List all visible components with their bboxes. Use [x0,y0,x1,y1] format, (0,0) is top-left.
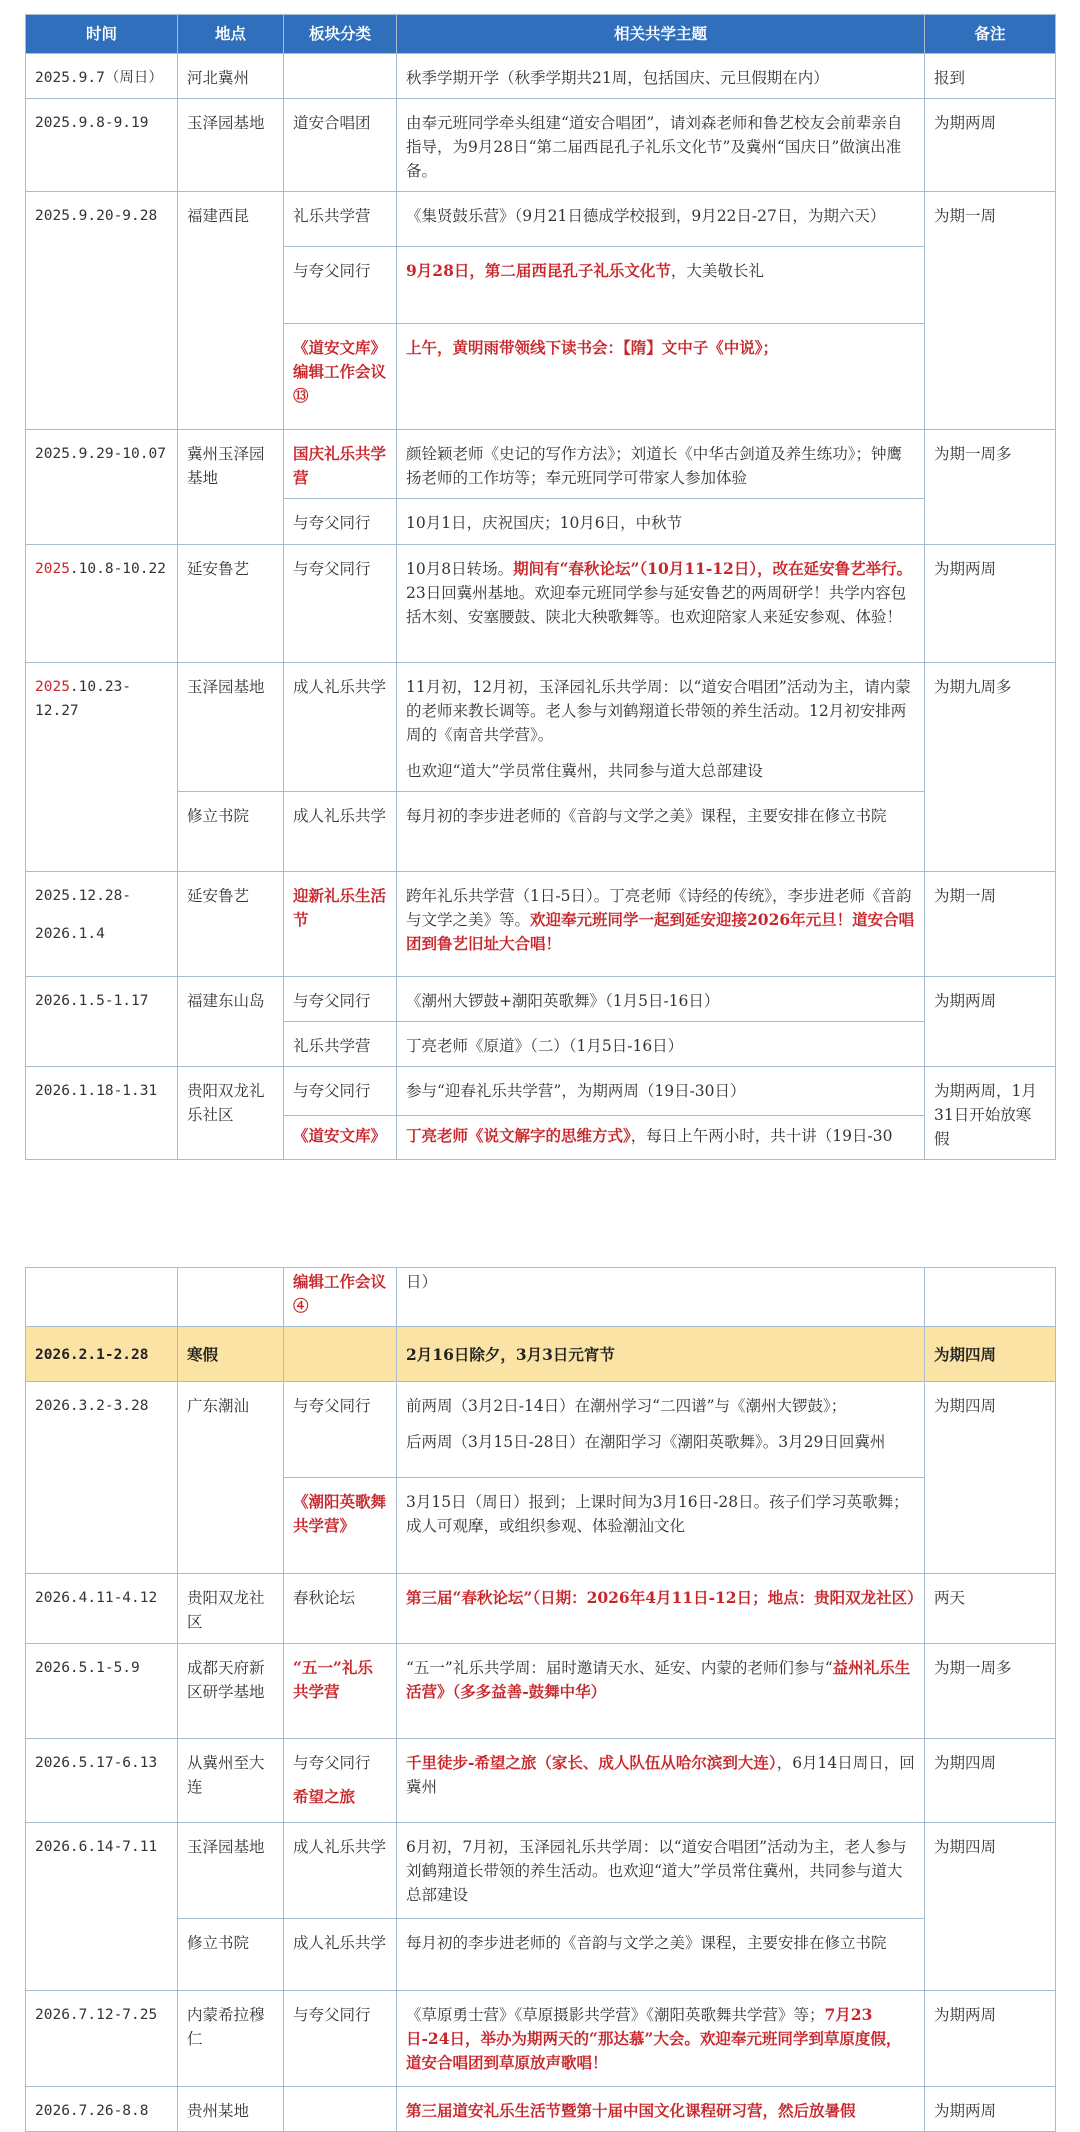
cell-note: 为期四周 [925,1327,1056,1382]
table-row [26,1991,1056,2087]
cell-time: 2026.7.26-8.8 [26,2087,178,2132]
cell-topic [397,1739,925,1823]
cell-category: 与夸父同行 [284,977,397,1022]
cell-place: 玉泽园基地 [178,663,284,792]
cell-time [26,545,178,663]
cell-category: 与夸父同行 [284,1382,397,1478]
cell-topic: 每月初的李步进老师的《音韵与文学之美》课程，主要安排在修立书院 [397,792,925,872]
cell-place: 修立书院 [178,792,284,872]
topic-red: 欢迎奉元班同学一起到延安迎接2026年元旦！道安合唱团到鲁艺旧址大合唱！ [406,910,915,953]
page-break [0,1251,1080,1267]
table-row [26,1823,1056,1919]
cell-place: 福建西昆 [178,192,284,430]
category-line: 与夸父同行 [293,1754,371,1772]
cell-place: 河北冀州 [178,54,284,99]
cell-place [178,1268,284,1327]
cell-topic [397,1644,925,1739]
cell-category: 编辑工作会议④ [284,1268,397,1327]
cell-topic [397,247,925,324]
table-row [26,2087,1056,2132]
cell-topic: 3月15日（周日）报到；上课时间为3月16日-28日。孩子们学习英歌舞；成人可观摩，或组织参观、体验潮汕文化 [397,1478,925,1574]
cell-place: 延安鲁艺 [178,545,284,663]
cell-time: 2026.1.5-1.17 [26,977,178,1067]
time-year: 2025 [35,679,70,695]
cell-topic [397,663,925,792]
cell-topic: 第三届道安礼乐生活节暨第十届中国文化课程研习营，然后放暑假 [397,2087,925,2132]
cell-topic [397,1991,925,2087]
cell-category: 与夸父同行 [284,545,397,663]
cell-note: 为期四周 [925,1739,1056,1823]
table-row [26,99,1056,192]
cell-topic: 上午，黄明雨带领线下读书会：【隋】文中子《中说》； [397,324,925,430]
cell-topic: 2月16日除夕，3月3日元宵节 [397,1327,925,1382]
cell-category: 成人礼乐共学 [284,1823,397,1919]
topic-paragraph: 后两周（3月15日-28日）在潮阳学习《潮阳英歌舞》。3月29日回冀州 [406,1433,886,1451]
cell-time: 2025.9.29-10.07 [26,430,178,545]
topic-rest: ，大美敬长礼 [670,262,764,280]
cell-topic: 每月初的李步进老师的《音韵与文学之美》课程，主要安排在修立书院 [397,1919,925,1991]
cell-note: 为期两周 [925,545,1056,663]
topic-part: 跨年礼乐共学营（1日-5日）。丁亮老师《诗经的传统》，李步进老师《音韵与文学之美》等。 [406,887,912,929]
table-row [26,1739,1056,1823]
table-row [26,192,1056,247]
cell-category [284,54,397,99]
cell-place: 修立书院 [178,1919,284,1991]
cell-topic [397,545,925,663]
cell-category: 礼乐共学营 [284,192,397,247]
cell-time: 2025.9.8-9.19 [26,99,178,192]
table-row [26,54,1056,99]
table-row [26,1574,1056,1644]
cell-note: 报到 [925,54,1056,99]
table-row [26,1919,1056,1991]
cell-topic: 颜铨颖老师《史记的写作方法》；刘道长《中华古剑道及养生练功》；钟鹰扬老师的工作坊等；奉元班同学可带家人参加体验 [397,430,925,499]
cell-note: 为期两周 [925,977,1056,1067]
schedule-table-part1 [25,14,1056,1160]
col-header-topic: 相关共学主题 [397,15,925,54]
cell-category: 国庆礼乐共学营 [284,430,397,499]
cell-note: 为期一周多 [925,430,1056,545]
topic-part: 《草原勇士营》《草原摄影共学营》《潮阳英歌舞共学营》等； [406,2006,825,2024]
table-row [26,545,1056,663]
cell-time: 2026.4.11-4.12 [26,1574,178,1644]
topic-paragraph: 11月初，12月初，玉泽园礼乐共学周：以“道安合唱团”活动为主，请内蒙的老师来教长调等。老人参与刘鹤翔道长带领的养生活动。12月初安排两周的《南音共学营》。 [406,678,911,744]
cell-note: 为期一周 [925,192,1056,430]
topic-red: 千里徒步-希望之旅（家长、成人队伍从哈尔滨到大连） [406,1753,777,1772]
cell-time: 2026.3.2-3.28 [26,1382,178,1574]
topic-part: 23日回冀州基地。欢迎奉元班同学参与延安鲁艺的两周研学！共学内容包括木刻、安塞腰鼓、陕北大秧歌舞等。也欢迎陪家人来延安参观、体验！ [406,584,907,626]
cell-topic [397,1115,925,1159]
cell-time: 2025.9.20-9.28 [26,192,178,430]
cell-topic: 《潮州大锣鼓+潮阳英歌舞》（1月5日-16日） [397,977,925,1022]
cell-time [26,872,178,977]
cell-category: 礼乐共学营 [284,1022,397,1067]
time-year: 2025 [35,561,70,577]
cell-place: 成都天府新区研学基地 [178,1644,284,1739]
cell-topic: 10月1日，庆祝国庆；10月6日，中秋节 [397,499,925,545]
cell-topic [397,1382,925,1478]
table-row [26,1382,1056,1478]
cell-place: 贵阳双龙社区 [178,1574,284,1644]
topic-paragraph: 前两周（3月2日-14日）在潮州学习“二四谱”与《潮州大锣鼓》； [406,1397,847,1415]
cell-topic: 第三届“春秋论坛”（日期：2026年4月11日-12日；地点：贵阳双龙社区） [397,1574,925,1644]
cell-category: 成人礼乐共学 [284,1919,397,1991]
cell-topic: 秋季学期开学（秋季学期共21周，包括国庆、元旦假期在内） [397,54,925,99]
cell-place: 冀州玉泽园基地 [178,430,284,545]
cell-place: 广东潮汕 [178,1382,284,1574]
cell-place: 福建东山岛 [178,977,284,1067]
table-row [26,792,1056,872]
table-header-row [26,15,1056,54]
cell-place: 内蒙希拉穆仁 [178,1991,284,2087]
cell-category: 道安合唱团 [284,99,397,192]
topic-paragraph: 也欢迎“道大”学员常住冀州，共同参与道大总部建设 [406,762,763,780]
cell-note: 为期两周 [925,2087,1056,2132]
cell-category [284,1327,397,1382]
col-header-place: 地点 [178,15,284,54]
topic-red: 9月28日，第二届西昆孔子礼乐文化节 [406,261,671,280]
table-row [26,977,1056,1022]
topic-part: ，6月14日周日，回冀州 [406,1754,915,1796]
topic-part: 10月8日转场。 [406,560,514,578]
cell-category: 与夸父同行 [284,1067,397,1116]
cell-place: 玉泽园基地 [178,1823,284,1919]
cell-place: 寒假 [178,1327,284,1382]
table-row [26,1644,1056,1739]
cell-category: 成人礼乐共学 [284,792,397,872]
cell-time: 2026.6.14-7.11 [26,1823,178,1991]
topic-part: “五一”礼乐共学周：届时邀请天水、延安、内蒙的老师们参与“ [406,1659,833,1677]
col-header-time: 时间 [26,15,178,54]
cell-note [925,1268,1056,1327]
cell-note: 为期四周 [925,1382,1056,1574]
cell-topic: 参与“迎春礼乐共学营”，为期两周（19日-30日） [397,1067,925,1116]
table-row [26,430,1056,499]
cell-category [284,1739,397,1823]
table-row [26,1268,1056,1327]
cell-topic: 丁亮老师《原道》（二）（1月5日-16日） [397,1022,925,1067]
cell-time: 2026.2.1-2.28 [26,1327,178,1382]
cell-note: 为期两周，1月31日开始放寒假 [925,1067,1056,1160]
col-header-note: 备注 [925,15,1056,54]
cell-category: 春秋论坛 [284,1574,397,1644]
cell-time: 2026.5.1-5.9 [26,1644,178,1739]
topic-red: 7月23日-24日，举办为期两天的“那达慕”大会。欢迎奉元班同学到草原度假，道安合唱团到草原放声歌唱！ [406,2005,902,2072]
cell-category: 成人礼乐共学 [284,663,397,792]
time-end: 2026.1.4 [35,926,105,942]
cell-category: “五一”礼乐共学营 [284,1644,397,1739]
cell-time: 2026.5.17-6.13 [26,1739,178,1823]
table-row [26,872,1056,977]
cell-time: 2025.9.7（周日） [26,54,178,99]
cell-note: 为期一周多 [925,1644,1056,1739]
cell-category: 《道安文库》编辑工作会议⑬ [284,324,397,430]
cell-topic [397,872,925,977]
table-row-holiday [26,1327,1056,1382]
cell-place: 贵州某地 [178,2087,284,2132]
table-row [26,1067,1056,1116]
topic-red: 丁亮老师《说文解字的思维方式》 [406,1125,631,1145]
cell-category: 《道安文库》 [284,1115,397,1159]
cell-category: 与夸父同行 [284,499,397,545]
cell-topic: 由奉元班同学牵头组建“道安合唱团”，请刘森老师和鲁艺校友会前辈亲自指导，为9月28日“第二届西昆孔子礼乐文化节”及冀州“国庆日”做演出准备。 [397,99,925,192]
col-header-category: 板块分类 [284,15,397,54]
time-start: 2025.12.28- [35,888,132,904]
time-range: .10.8-10.22 [69,561,166,577]
cell-place: 贵阳双龙礼乐社区 [178,1067,284,1160]
cell-note: 为期一周 [925,872,1056,977]
cell-category: 与夸父同行 [284,1991,397,2087]
cell-category: 《潮阳英歌舞共学营》 [284,1478,397,1574]
cell-category: 迎新礼乐生活节 [284,872,397,977]
cell-time: 2026.1.18-1.31 [26,1067,178,1160]
cell-category [284,2087,397,2132]
time-range: .10.23-12.27 [35,679,132,719]
cell-note: 为期两周 [925,1991,1056,2087]
cell-topic: 《集贤鼓乐营》（9月21日德成学校报到，9月22日-27日，为期六天） [397,192,925,247]
table-row [26,663,1056,792]
cell-time [26,1268,178,1327]
topic-red: 益州礼乐生活营》（多多益善-鼓舞中华） [406,1658,911,1701]
cell-place: 玉泽园基地 [178,99,284,192]
cell-note: 为期两周 [925,99,1056,192]
cell-category: 与夸父同行 [284,247,397,324]
topic-red: 期间有“春秋论坛”（10月11-12日），改在延安鲁艺举行。 [513,559,913,578]
cell-topic: 6月初，7月初，玉泽园礼乐共学周：以“道安合唱团”活动为主，老人参与刘鹤翔道长带领的养生活动。也欢迎“道大”学员常住冀州，共同参与道大总部建设 [397,1823,925,1919]
cell-topic: 日） [397,1268,925,1327]
cell-place: 从冀州至大连 [178,1739,284,1823]
cell-note: 两天 [925,1574,1056,1644]
cell-place: 延安鲁艺 [178,872,284,977]
cell-note: 为期四周 [925,1823,1056,1991]
topic-part: ，每日上午两小时，共十讲（19日-30 [630,1126,893,1145]
schedule-table-part2 [25,1267,1056,2132]
cell-time: 2026.7.12-7.25 [26,1991,178,2087]
cell-time [26,663,178,872]
category-line-red: 希望之旅 [293,1787,356,1806]
cell-note: 为期九周多 [925,663,1056,872]
